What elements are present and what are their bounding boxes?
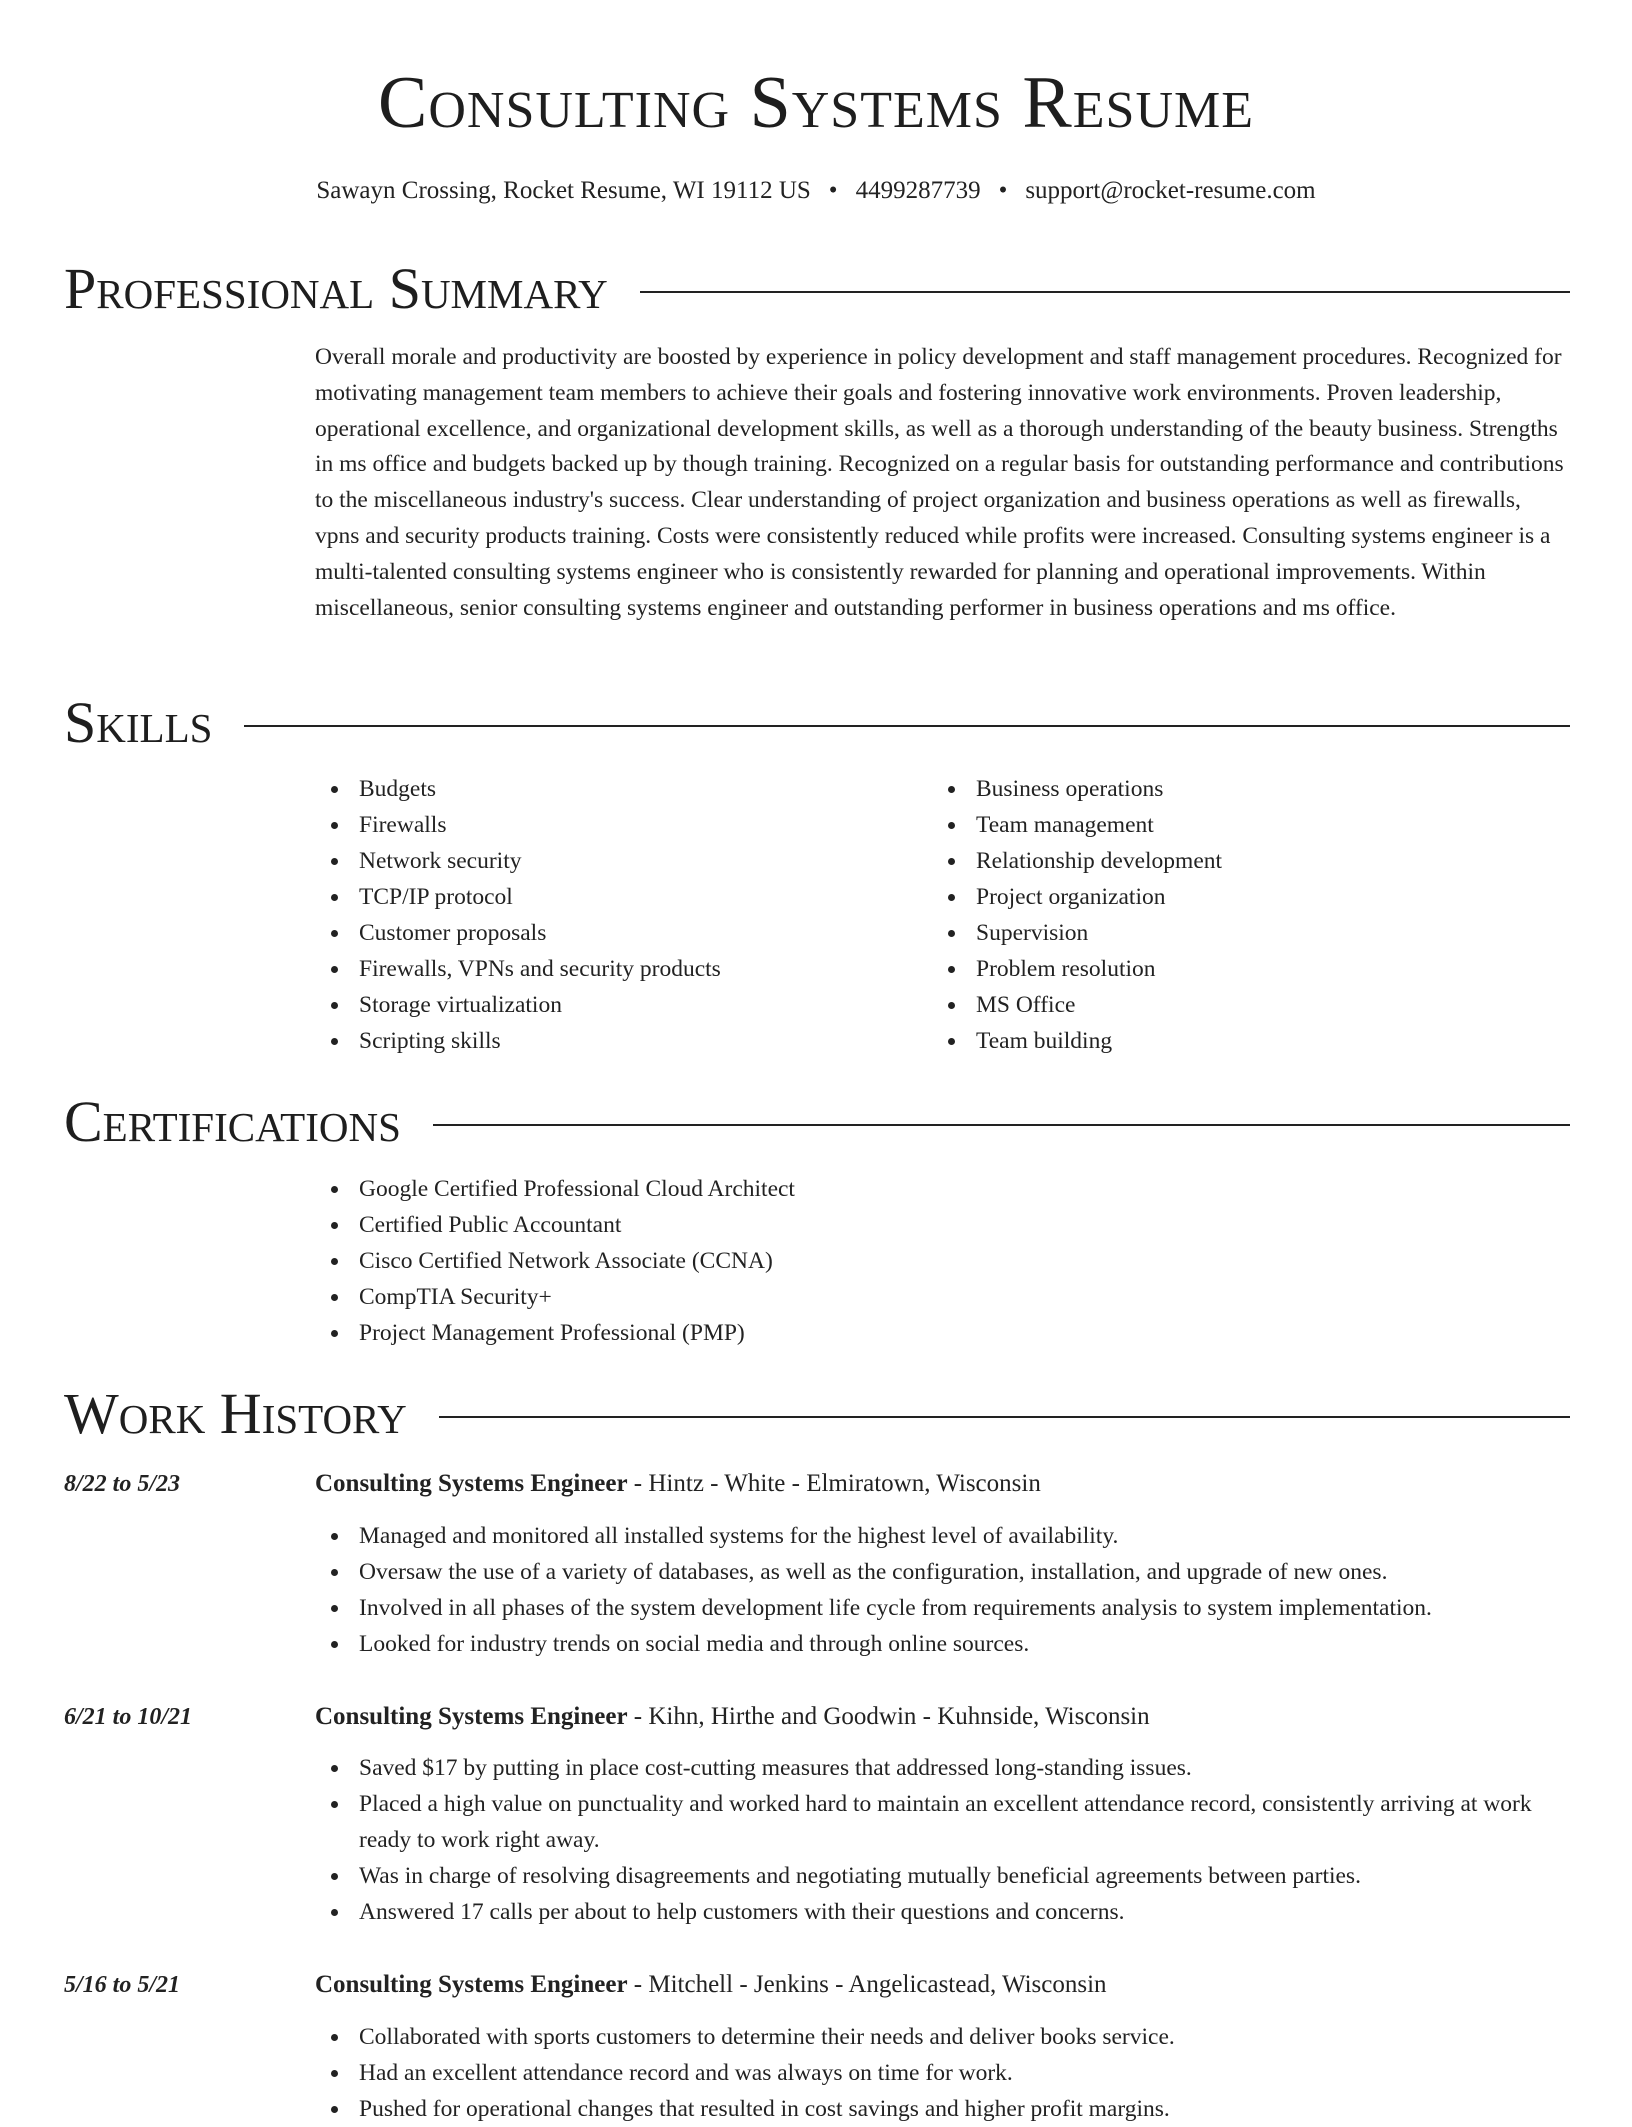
skill-item: Business operations	[932, 771, 1552, 807]
skill-item: MS Office	[932, 987, 1552, 1023]
job-bullet: Was in charge of resolving disagreements and negotiating mutually beneficial agreements between parties.	[315, 1858, 1571, 1894]
summary-section-header	[64, 256, 1570, 322]
job-bullets	[315, 1750, 1571, 1930]
certification-item: Cisco Certified Network Associate (CCNA)	[315, 1243, 1571, 1279]
skill-item: Storage virtualization	[315, 987, 915, 1023]
skill-item: Team management	[932, 807, 1552, 843]
certification-item: Google Certified Professional Cloud Architect	[315, 1171, 1571, 1207]
certifications-list	[315, 1171, 1571, 1351]
section-divider	[244, 725, 1570, 727]
job-bullet: Involved in all phases of the system development life cycle from requirements analysis to system implementation.	[315, 1590, 1571, 1626]
skill-item: TCP/IP protocol	[315, 879, 915, 915]
certification-item: Certified Public Accountant	[315, 1207, 1571, 1243]
section-divider	[439, 1416, 1570, 1418]
job-bullet: Collaborated with sports customers to determine their needs and deliver books service.	[315, 2019, 1571, 2055]
certification-item: CompTIA Security+	[315, 1279, 1571, 1315]
contact-phone: 4499287739	[855, 177, 981, 204]
contact-email: support@rocket-resume.com	[1025, 177, 1316, 204]
skills-left-list	[315, 771, 915, 1059]
skill-item: Project organization	[932, 879, 1552, 915]
section-divider	[640, 291, 1570, 293]
skill-item: Budgets	[315, 771, 915, 807]
job-bullet: Saved $17 by putting in place cost-cutting measures that addressed long-standing issues.	[315, 1750, 1571, 1786]
skill-item: Firewalls, VPNs and security products	[315, 951, 915, 987]
skills-right-list	[932, 771, 1552, 1059]
job-role: Consulting Systems Engineer	[315, 1971, 628, 1998]
work-heading: Work History	[64, 1381, 407, 1446]
skill-item: Scripting skills	[315, 1023, 915, 1059]
job-bullet: Managed and monitored all installed systems for the highest level of availability.	[315, 1518, 1571, 1554]
contact-line	[0, 174, 1632, 208]
job-heading	[315, 1700, 1571, 1734]
skill-item: Firewalls	[315, 807, 915, 843]
skill-item: Network security	[315, 843, 915, 879]
summary-heading: Professional Summary	[64, 256, 608, 321]
job-bullet: Looked for industry trends on social media and through online sources.	[315, 1626, 1571, 1662]
skill-item: Problem resolution	[932, 951, 1552, 987]
skill-item: Team building	[932, 1023, 1552, 1059]
skills-heading: Skills	[64, 690, 213, 755]
skill-item: Customer proposals	[315, 915, 915, 951]
work-section-header	[64, 1381, 1570, 1447]
skills-section-header	[64, 690, 1570, 756]
resume-title: Consulting Systems Resume	[377, 62, 1255, 144]
job-bullet: Pushed for operational changes that resulted in cost savings and higher profit margins.	[315, 2091, 1571, 2127]
job-role: Consulting Systems Engineer	[315, 1703, 628, 1730]
job-bullet: Had an excellent attendance record and was always on time for work.	[315, 2055, 1571, 2091]
job-bullets	[315, 1518, 1571, 1662]
job-bullet: Answered 17 calls per about to help customers with their questions and concerns.	[315, 1894, 1571, 1930]
job-bullets	[315, 2019, 1571, 2127]
job-bullet: Oversaw the use of a variety of databases, as well as the configuration, installation, and upgrade of new ones.	[315, 1554, 1571, 1590]
skills-right-column	[932, 771, 1552, 1059]
skill-item: Relationship development	[932, 843, 1552, 879]
skill-item: Supervision	[932, 915, 1552, 951]
certifications-section-header	[64, 1089, 1570, 1155]
contact-address: Sawayn Crossing, Rocket Resume, WI 19112 US	[316, 177, 811, 204]
certifications-heading: Certifications	[64, 1089, 401, 1154]
job-employer: - Kihn, Hirthe and Goodwin - Kuhnside, Wisconsin	[627, 1703, 1150, 1730]
job-role: Consulting Systems Engineer	[315, 1470, 628, 1497]
skills-left-column	[315, 771, 915, 1059]
job-dates: 6/21 to 10/21	[64, 1704, 193, 1730]
section-divider	[433, 1124, 1570, 1126]
job-employer: - Mitchell - Jenkins - Angelicastead, Wisconsin	[627, 1971, 1107, 1998]
summary-text: Overall morale and productivity are boosted by experience in policy development and staff management procedures. Recognized for motivating management team members to achieve their goals and fostering innovative work environments. Proven leadership, operational excellence, and organizational development skills, as well as a thorough understanding of the beauty business. Strengths in ms office and budgets backed up by though training. Recognized on a regular basis for outstanding performance and contributions to the miscellaneous industry's success. Clear understanding of project organization and business operations as well as firewalls, vpns and security products training. Costs were consistently reduced while profits were increased. Consulting systems engineer is a multi-talented consulting systems engineer who is consistently rewarded for planning and operational improvements. Within miscellaneous, senior consulting systems engineer and outstanding performer in business operations and ms office.	[315, 344, 1564, 621]
job-bullet: Placed a high value on punctuality and worked hard to maintain an excellent attendance record, consistently arriving at work ready to work right away.	[315, 1786, 1571, 1858]
certification-item: Project Management Professional (PMP)	[315, 1315, 1571, 1351]
job-heading	[315, 1968, 1571, 2002]
job-heading	[315, 1467, 1571, 1501]
job-dates: 5/16 to 5/21	[64, 1972, 181, 1998]
contact-separator: •	[828, 177, 838, 204]
job-dates: 8/22 to 5/23	[64, 1471, 181, 1497]
job-employer: - Hintz - White - Elmiratown, Wisconsin	[627, 1470, 1041, 1497]
contact-separator: •	[998, 177, 1008, 204]
